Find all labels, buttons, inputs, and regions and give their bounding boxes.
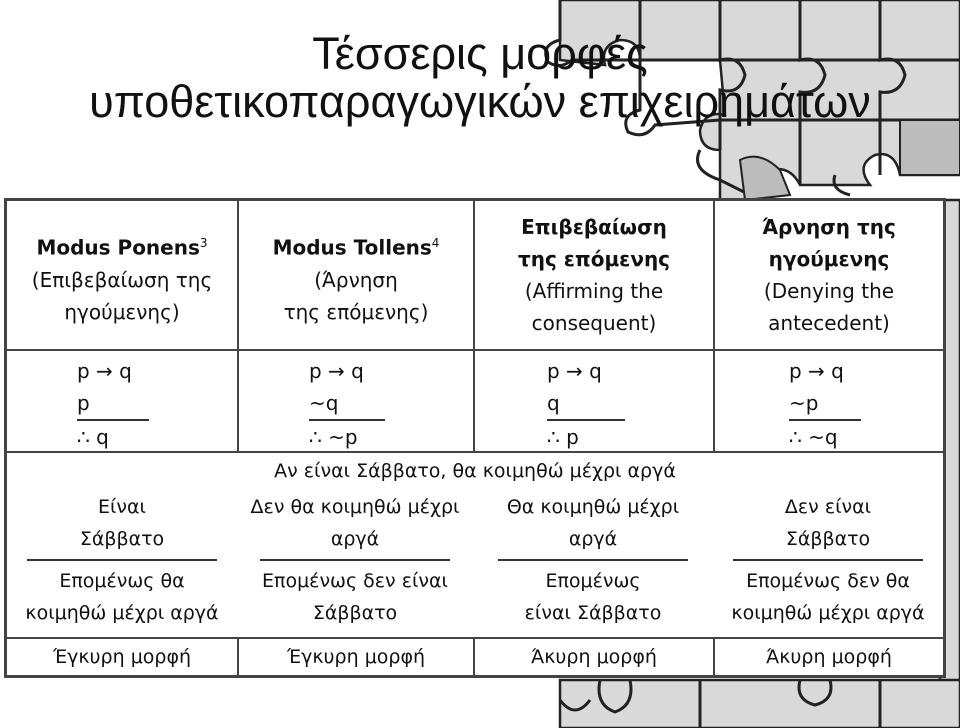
inference-line	[27, 559, 217, 561]
heading-subtitle-1: (Affirming the	[524, 279, 664, 303]
heading-title-1: Άρνηση της	[762, 215, 896, 239]
example-denying-antecedent	[713, 453, 943, 637]
form-premise-2: p	[77, 387, 149, 421]
form-conclusion: ∴ ~q	[789, 425, 838, 449]
heading-modus-tollens	[237, 201, 473, 349]
validity-modus-tollens: Έγκυρη μορφή	[237, 639, 473, 675]
table-row-symbolic-forms	[7, 351, 943, 453]
page-title	[0, 30, 960, 126]
form-premise-2: ~p	[789, 387, 861, 421]
form-premise-1: p → q	[77, 359, 132, 383]
footnote-marker: 3	[199, 236, 208, 250]
example-premise-1: Δεν είναι	[784, 496, 872, 518]
example-conclusion-2: είναι Σάββατο	[524, 602, 662, 624]
example-modus-tollens	[237, 453, 473, 637]
inference-line	[498, 559, 688, 561]
example-modus-ponens	[7, 453, 237, 637]
example-conclusion-1: Επομένως δεν είναι	[262, 570, 448, 592]
form-premise-2: ~q	[309, 387, 385, 421]
example-premise-2: αργά	[568, 528, 618, 550]
heading-modus-ponens	[7, 201, 237, 349]
form-premise-1: p → q	[309, 359, 364, 383]
heading-subtitle-2: consequent)	[531, 311, 657, 335]
footnote-marker: 4	[431, 236, 440, 250]
heading-subtitle-2: ηγούμενης)	[64, 299, 180, 324]
heading-subtitle-1: (Επιβεβαίωση της	[31, 267, 213, 292]
example-affirming-consequent	[473, 453, 713, 637]
form-conclusion: ∴ ~p	[309, 425, 358, 449]
example-premise-1: Δεν θα κοιμηθώ μέχρι	[250, 496, 460, 518]
heading-title-1: Επιβεβαίωση	[521, 215, 667, 239]
example-premise-1: Θα κοιμηθώ μέχρι	[506, 496, 680, 518]
example-premise-2: Σάββατο	[79, 528, 165, 550]
shared-example-conditional: Αν είναι Σάββατο, θα κοιμηθώ μέχρι αργά	[274, 460, 676, 482]
form-conclusion: ∴ p	[547, 425, 579, 449]
form-denying-antecedent	[713, 351, 943, 451]
table-row-headings	[7, 201, 943, 351]
heading-title-2: της επόμενης	[517, 247, 671, 271]
example-conclusion-1: Επομένως δεν θα	[746, 570, 910, 592]
heading-subtitle-2: της επόμενης)	[283, 299, 429, 324]
heading-title: Modus Tollens	[272, 235, 432, 260]
example-premise-2: Σάββατο	[785, 528, 871, 550]
inference-line	[733, 559, 923, 561]
table-row-examples	[7, 453, 943, 639]
heading-affirming-consequent	[473, 201, 713, 349]
title-line-2: υποθετικοπαραγωγικών επιχειρημάτων	[89, 76, 871, 127]
form-premise-2: q	[547, 387, 625, 421]
validity-modus-ponens: Έγκυρη μορφή	[52, 646, 192, 668]
heading-subtitle-1: (Denying the	[763, 279, 895, 303]
form-premise-1: p → q	[547, 359, 602, 383]
heading-subtitle-2: antecedent)	[768, 311, 890, 335]
example-conclusion-1: Επομένως	[545, 570, 641, 592]
example-premise-1: Είναι	[97, 496, 146, 518]
heading-denying-antecedent	[713, 201, 943, 349]
example-conclusion-1: Επομένως θα	[59, 570, 185, 592]
form-modus-ponens	[7, 351, 237, 451]
form-modus-tollens	[237, 351, 473, 451]
form-affirming-consequent	[473, 351, 713, 451]
heading-title: Modus Ponens	[36, 235, 200, 260]
validity-denying-antecedent: Άκυρη μορφή	[713, 639, 943, 675]
heading-subtitle-1: (Άρνηση	[314, 267, 398, 292]
example-conclusion-2: Σάββατο	[312, 602, 398, 624]
form-conclusion: ∴ q	[77, 425, 109, 449]
example-conclusion-2: κοιμηθώ μέχρι αργά	[731, 602, 925, 624]
form-premise-1: p → q	[789, 359, 844, 383]
validity-affirming-consequent: Άκυρη μορφή	[473, 639, 713, 675]
heading-title-2: ηγούμενης	[768, 247, 890, 271]
example-premise-2: αργά	[330, 528, 380, 550]
table-row-validity	[7, 639, 943, 675]
argument-forms-table	[4, 198, 946, 678]
inference-line	[260, 559, 450, 561]
example-conclusion-2: κοιμηθώ μέχρι αργά	[25, 602, 219, 624]
title-line-1: Τέσσερις μορφές	[312, 28, 648, 79]
